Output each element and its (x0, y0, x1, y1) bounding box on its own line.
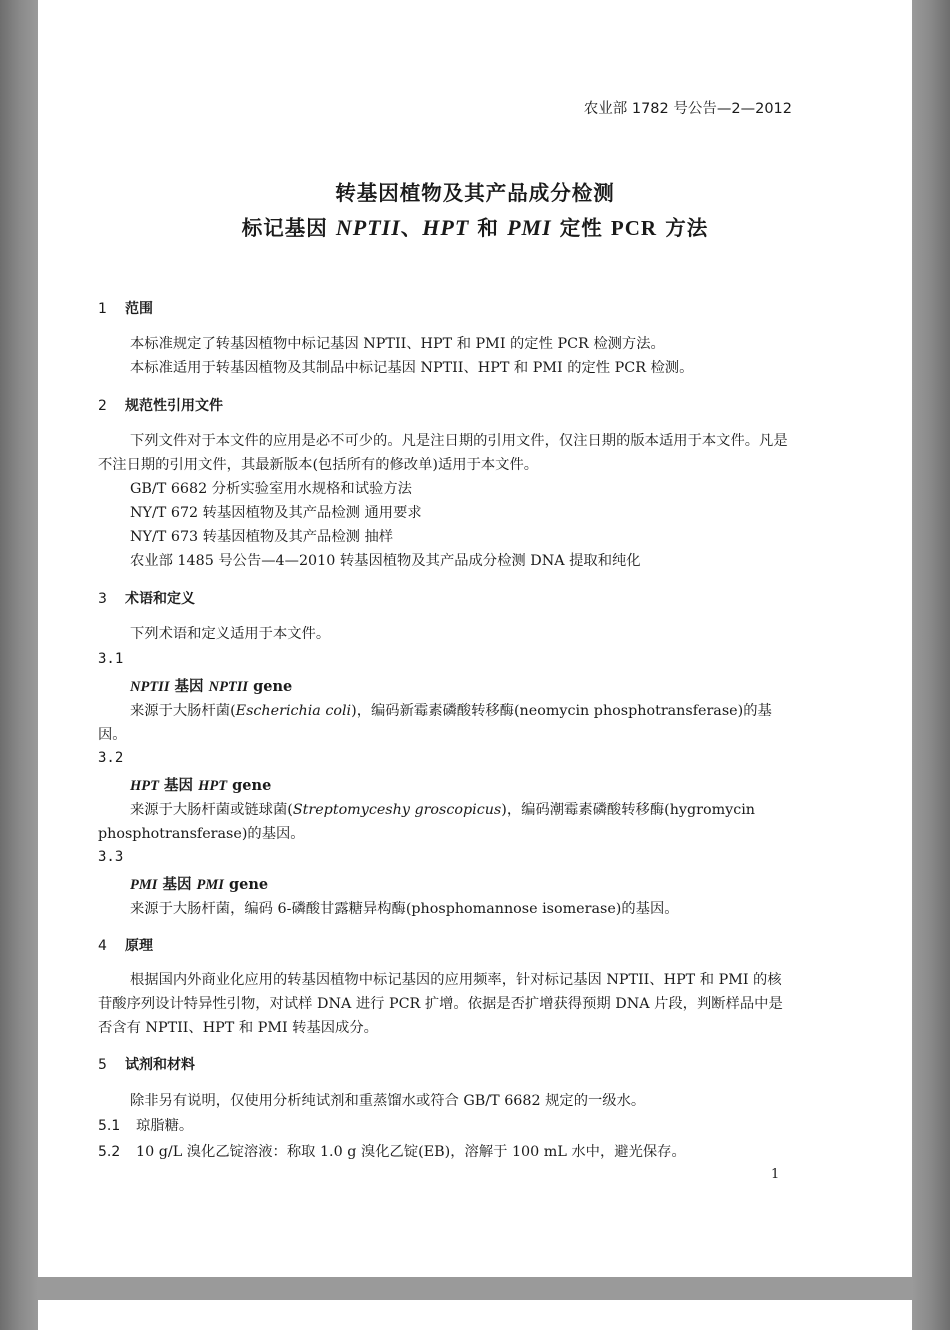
term-definition: 来源于大肠杆菌，编码 6-磷酸甘露糖异构酶(phosphomannose isomerase)的基因。 (130, 901, 679, 917)
reagent-text: 琼脂糖。 (136, 1118, 194, 1134)
section-3-heading (98, 588, 195, 608)
section-4-heading (98, 935, 153, 955)
section-title: 术语和定义 (125, 591, 195, 607)
title-line-1: 转基因植物及其产品成分检测 (335, 181, 615, 205)
term-heading (130, 675, 292, 696)
title-suffix: 方法 (657, 216, 709, 240)
reagent-number: 5.1 (98, 1118, 121, 1134)
term-definition (98, 699, 792, 747)
section-title: 试剂和材料 (125, 1057, 195, 1073)
term-gene: PMI (196, 877, 224, 893)
title-prefix: 标记基因 (241, 216, 336, 240)
term-gene: NPTII (208, 679, 249, 695)
term-number: 3.3 (98, 849, 124, 865)
section-1-paragraph-1: 本标准规定了转基因植物中标记基因 NPTII、HPT 和 PMI 的定性 PCR 检测方法。 (130, 336, 665, 352)
term-gene: HPT (198, 778, 228, 794)
document-page (38, 0, 912, 1277)
definition-species: Escherichia coli (235, 703, 352, 719)
reference-item: GB/T 6682 分析实验室用水规格和试验方法 (130, 481, 412, 497)
term-en: gene (223, 876, 269, 893)
reference-item: NY/T 672 转基因植物及其产品检测 通用要求 (130, 505, 422, 521)
title-middle: 定性 (551, 216, 611, 240)
section-number: 5 (98, 1057, 107, 1073)
term-heading (130, 774, 271, 795)
definition-text: )，编码新霉素磷酸转移酶(neomycin phosphotransferase)的基因。 (98, 703, 772, 743)
title-gene-hpt: HPT (422, 215, 470, 240)
section-2-heading (98, 395, 223, 415)
term-en: gene (227, 777, 272, 794)
title-method: PCR (610, 216, 658, 240)
section-4-paragraph: 根据国内外商业化应用的转基因植物中标记基因的应用频率，针对标记基因 NPTII、HPT 和 PMI 的核苷酸序列设计特异性引物，对试样 DNA 进行 PCR 扩增。依据是否扩增获得预期 DNA 片段，判断样品中是否含有 NPTII、HPT 和 PMI 转基因成分。 (98, 972, 783, 1036)
term-en: gene (248, 678, 293, 695)
title-line-2 (38, 211, 912, 241)
term-definition (98, 798, 792, 846)
title-and: 和 (469, 216, 508, 240)
section-5-intro: 除非另有说明，仅使用分析纯试剂和重蒸馏水或符合 GB/T 6682 规定的一级水。 (130, 1093, 646, 1109)
reference-item: NY/T 673 转基因植物及其产品检测 抽样 (130, 529, 394, 545)
reagent-number: 5.2 (98, 1144, 121, 1160)
title-gene-pmi: PMI (507, 215, 552, 240)
section-5-heading (98, 1054, 195, 1074)
section-title: 规范性引用文件 (125, 398, 223, 414)
section-title: 原理 (125, 938, 153, 954)
term-gene: HPT (130, 778, 159, 794)
reagent-item (98, 1140, 686, 1164)
term-cn: 基因 (157, 876, 197, 893)
document-id: 农业部 1782 号公告—2—2012 (583, 101, 792, 117)
section-3-intro: 下列术语和定义适用于本文件。 (130, 626, 331, 642)
title-separator: 、 (400, 216, 423, 240)
next-page-edge (38, 1300, 912, 1330)
section-number: 1 (98, 301, 107, 317)
reagent-item (98, 1114, 193, 1138)
page-number: 1 (771, 1167, 780, 1182)
term-gene: NPTII (130, 679, 170, 695)
term-cn: 基因 (159, 777, 199, 794)
definition-text: 来源于大肠杆菌( (130, 703, 236, 719)
term-cn: 基因 (169, 678, 209, 695)
term-gene: PMI (130, 877, 158, 893)
section-title: 范围 (125, 301, 153, 317)
term-heading (130, 873, 268, 894)
reference-item: 农业部 1485 号公告—4—2010 转基因植物及其产品成分检测 DNA 提取和纯化 (130, 553, 641, 569)
section-1-heading (98, 298, 153, 318)
definition-species: Streptomyceshy groscopicus (292, 802, 502, 818)
section-2-intro: 下列文件对于本文件的应用是必不可少的。凡是注日期的引用文件，仅注日期的版本适用于本文件。凡是不注日期的引用文件，其最新版本(包括所有的修改单)适用于本文件。 (98, 433, 788, 473)
section-number: 3 (98, 591, 107, 607)
definition-text: )，编码潮霉素磷酸转移酶(hygromycin phosphotransferase)的基因。 (98, 802, 756, 842)
reagent-text: 10 g/L 溴化乙锭溶液：称取 1.0 g 溴化乙锭(EB)，溶解于 100 mL 水中，避光保存。 (136, 1144, 686, 1160)
term-number: 3.1 (98, 651, 124, 667)
definition-text: 来源于大肠杆菌或链球菌( (130, 802, 293, 818)
term-number: 3.2 (98, 750, 124, 766)
section-number: 4 (98, 938, 107, 954)
title-gene-nptii: NPTII (335, 215, 401, 240)
section-number: 2 (98, 398, 107, 414)
section-1-paragraph-2: 本标准适用于转基因植物及其制品中标记基因 NPTII、HPT 和 PMI 的定性 PCR 检测。 (130, 360, 694, 376)
